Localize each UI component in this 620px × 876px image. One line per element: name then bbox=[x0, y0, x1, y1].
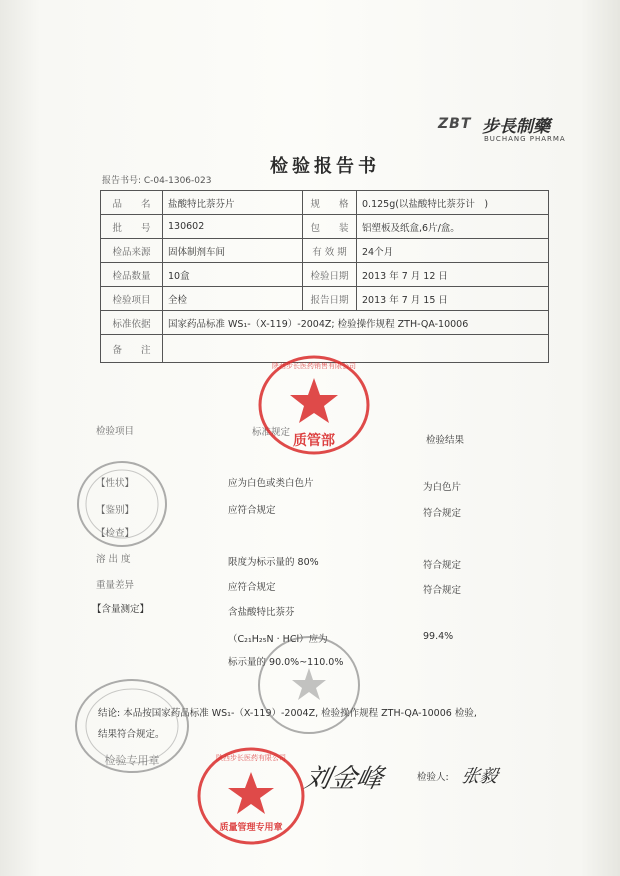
row-label: 批 号 bbox=[101, 215, 163, 239]
faded-stamp-center bbox=[254, 630, 364, 740]
quality-management-seal bbox=[192, 742, 310, 850]
table-row bbox=[101, 215, 549, 239]
result-standard: 应为白色或类白色片 bbox=[228, 478, 314, 489]
row-label: 检验项目 bbox=[101, 287, 163, 311]
remarks-label: 备 注 bbox=[101, 335, 163, 363]
result-standard: 应符合规定 bbox=[228, 582, 276, 593]
result-value: 符合规定 bbox=[423, 560, 462, 571]
inspection-seal bbox=[72, 676, 192, 786]
report-number: 报告书号: C-04-1306-023 bbox=[102, 176, 212, 186]
seal-ring-text: 陕西步长医药有限公司 bbox=[216, 754, 286, 762]
result-item: 【鉴别】 bbox=[96, 505, 135, 516]
result-standard: 应符合规定 bbox=[228, 505, 276, 516]
conclusion-line1: 结论: 本品按国家药品标准 WS₁-（X-119）-2004Z, 检验操作规程 ZTH-QA-10006 检验, bbox=[98, 708, 477, 719]
col-header-standard: 标准规定 bbox=[252, 427, 291, 438]
qa-stamp-text: 质管部 bbox=[293, 433, 335, 449]
row-value: 24个月 bbox=[357, 239, 549, 263]
result-standard: 限度为标示量的 80% bbox=[228, 557, 319, 568]
result-value: 99.4% bbox=[423, 631, 454, 642]
row-value: 2013 年 7 月 15 日 bbox=[357, 287, 549, 311]
row-label: 规 格 bbox=[303, 191, 357, 215]
row-value: 130602 bbox=[163, 215, 303, 239]
row-value: 全检 bbox=[163, 287, 303, 311]
info-table bbox=[100, 190, 549, 363]
result-item: 【性状】 bbox=[96, 478, 135, 489]
row-label: 有 效 期 bbox=[303, 239, 357, 263]
result-standard: 标示量的 90.0%~110.0% bbox=[228, 657, 344, 668]
row-value: 10盒 bbox=[163, 263, 303, 287]
table-row bbox=[101, 239, 549, 263]
inspector-signature: 张毅 bbox=[459, 766, 500, 787]
row-label: 品 名 bbox=[101, 191, 163, 215]
page-title: 检验报告书 bbox=[270, 156, 380, 177]
seal-bottom-text: 质量管理专用章 bbox=[219, 823, 283, 833]
logo-mark: ZBT bbox=[438, 116, 472, 132]
result-value: 符合规定 bbox=[423, 585, 462, 596]
inspector-label: 检验人: bbox=[417, 772, 449, 783]
row-label: 检品数量 bbox=[101, 263, 163, 287]
row-label: 检品来源 bbox=[101, 239, 163, 263]
row-label: 包 装 bbox=[303, 215, 357, 239]
result-item: 溶 出 度 bbox=[96, 554, 131, 565]
logo-chinese-name: 步長制藥 bbox=[482, 117, 550, 137]
row-label: 报告日期 bbox=[303, 287, 357, 311]
table-row bbox=[101, 287, 549, 311]
table-row bbox=[101, 191, 549, 215]
table-row bbox=[101, 311, 549, 335]
result-item: 【含量测定】 bbox=[92, 604, 150, 615]
result-value: 为白色片 bbox=[423, 482, 462, 493]
standard-value: 国家药品标准 WS₁-（X-119）-2004Z; 检验操作规程 ZTH-QA-10006 bbox=[163, 311, 549, 335]
row-value: 0.125g(以盐酸特比萘芬计 ) bbox=[357, 191, 549, 215]
result-standard: （C₂₁H₂₅N · HCl）应为 bbox=[228, 634, 328, 645]
logo-english-name: BUCHANG PHARMA bbox=[484, 135, 566, 143]
row-value: 盐酸特比萘芬片 bbox=[163, 191, 303, 215]
row-label: 检验日期 bbox=[303, 263, 357, 287]
conclusion-line2: 结果符合规定。 bbox=[98, 729, 165, 740]
company-logo bbox=[438, 112, 568, 152]
result-value: 符合规定 bbox=[423, 508, 462, 519]
result-standard: 含盐酸特比萘芬 bbox=[228, 607, 295, 618]
standard-label: 标准依据 bbox=[101, 311, 163, 335]
col-header-result: 检验结果 bbox=[426, 435, 465, 446]
result-item: 重量差异 bbox=[96, 580, 135, 591]
inspection-seal-text: 检验专用章 bbox=[104, 754, 160, 767]
qa-ring-text: 陕西步长医药销售有限公司 bbox=[272, 362, 356, 370]
faded-stamp-left bbox=[74, 456, 170, 552]
row-value: 铝塑板及纸盒,6片/盒。 bbox=[357, 215, 549, 239]
col-header-item: 检验项目 bbox=[96, 426, 135, 437]
table-row bbox=[101, 263, 549, 287]
row-value: 固体制剂车间 bbox=[163, 239, 303, 263]
qa-department-stamp bbox=[254, 350, 374, 460]
approver-signature: 刘金峰 bbox=[301, 764, 386, 794]
row-value: 2013 年 7 月 12 日 bbox=[357, 263, 549, 287]
result-item: 【检查】 bbox=[96, 528, 135, 539]
